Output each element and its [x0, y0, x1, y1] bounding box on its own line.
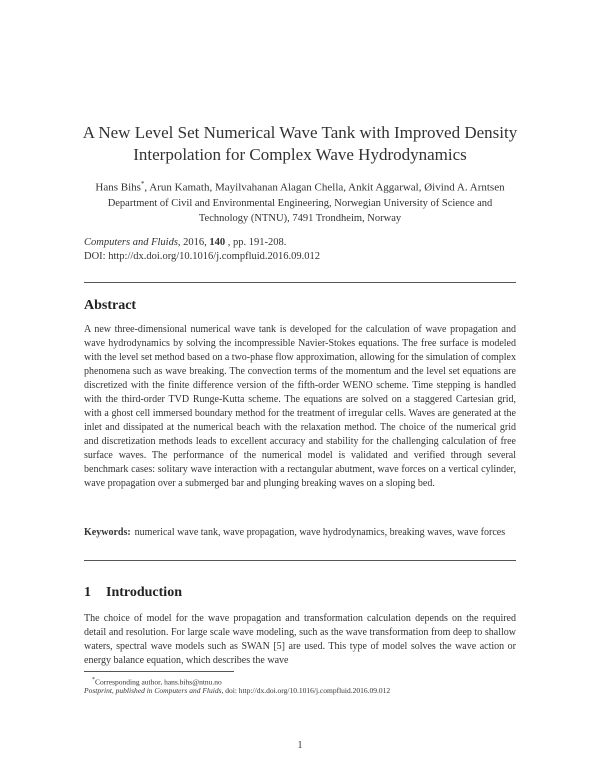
- co-authors: , Arun Kamath, Mayilvahanan Alagan Chella, Ankit Aggarwal, Øivind A. Arntsen: [144, 181, 505, 194]
- journal-name: Computers and Fluids: [84, 237, 178, 248]
- introduction-text: The choice of model for the wave propagation and transformation calculation depends on the required detail and resolution. For large scale wave modeling, such as the wave transformation from deep to shallow waters, spectral wave models such as SWAN [5] are used. This type of model solves the wave action or energy balance equation, which describes the wave: [84, 613, 516, 666]
- citation-pages: , pp. 191-208.: [225, 237, 287, 248]
- footnote-rule: [84, 671, 234, 672]
- abstract-text: A new three-dimensional numerical wave tank is developed for the calculation of wave propagation and wave hydrodynamics by solving the incompressible Navier-Stokes equations. The free surface is modeled with the level set method based on a two-phase flow approximation, allowing for the simulation of complex phenomena such as wave breaking. The convection terms of the momentum and the level set equations are discretized with the finite difference version of the fifth-order WENO scheme. Time stepping is handled with the third-order TVD Runge-Kutta scheme. The equations are solved on a staggered Cartesian grid, with a ghost cell immersed boundary method for the treatment of irregular cells. Waves are generated at the inlet and dissipated at the numerical beach with the relaxation method. The choice of the numerical grid and discretization methods leads to excellent accuracy and stability for the challenging calculation of free surface waves. The performance of the numerical model is validated and verified through several benchmark cases: solitary wave interaction with a rectangular abutment, wave forces on a vertical cylinder, wave propagation over a submerged bar and plunging breaking waves on a sloping bed.: [84, 324, 516, 489]
- bottom-rule: [84, 560, 516, 561]
- paper-title: A New Level Set Numerical Wave Tank with Improved Density Interpolation for Complex Wave Hydrodynamics: [82, 123, 518, 164]
- footnote-postprint: [84, 686, 524, 696]
- section-number: 1: [84, 585, 91, 600]
- footnote-postprint-doi: doi: http://dx.doi.org/10.1016/j.compfluid.2016.09.012: [223, 686, 391, 695]
- keywords-block: [84, 526, 516, 540]
- keywords-text: numerical wave tank, wave propagation, wave hydrodynamics, breaking waves, wave forces: [134, 527, 506, 538]
- citation-block: [84, 236, 524, 264]
- first-author: Hans Bihs: [95, 181, 141, 194]
- citation-year: , 2016,: [177, 237, 210, 248]
- corresponding-author-mark: *: [140, 180, 145, 188]
- author-list: [60, 180, 540, 194]
- page-number: 1: [297, 740, 303, 751]
- footnote-corresponding-text: Corresponding author, hans.bihs@ntnu.no: [95, 677, 222, 687]
- section-title-text: Introduction: [106, 585, 182, 600]
- section-heading-introduction: [84, 585, 182, 601]
- footnote-mark: *: [92, 677, 95, 683]
- top-rule: [84, 282, 516, 283]
- citation-line: [84, 236, 524, 250]
- keywords-label: Keywords:: [84, 527, 131, 538]
- doi-line: DOI: http://dx.doi.org/10.1016/j.compfluid.2016.09.012: [84, 251, 321, 262]
- journal-volume: 140: [209, 237, 226, 248]
- footnote-postprint-prefix: Postprint, published in Computers and Fluids,: [84, 686, 224, 695]
- abstract-heading: Abstract: [84, 298, 137, 313]
- affiliation: Department of Civil and Environmental Engineering, Norwegian University of Science and Technology (NTNU), 7491 Trondheim, Norway: [107, 198, 493, 224]
